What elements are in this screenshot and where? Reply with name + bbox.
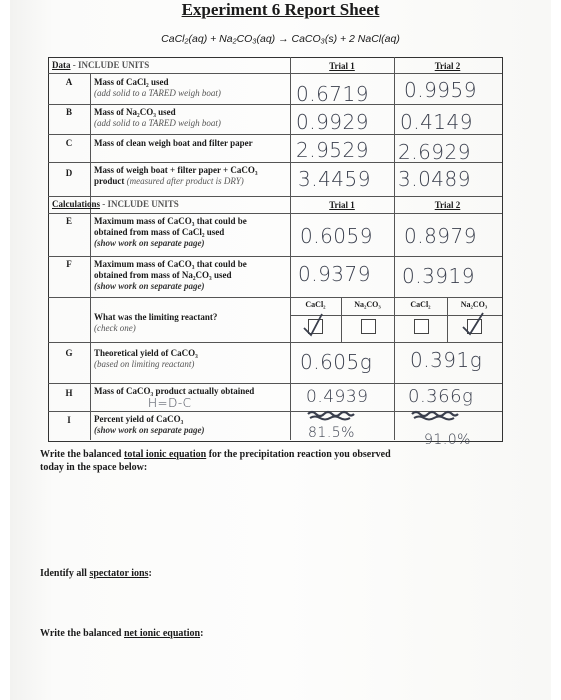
row-e-trial2-value: 0.8979 — [404, 224, 477, 248]
scribble-mark — [414, 417, 454, 420]
scribble-mark — [308, 412, 354, 416]
row-f-trial2-value: 0.3919 — [402, 264, 475, 288]
limiting-header-t2-cacl2: CaCl₂ — [410, 300, 431, 309]
row-letter-f: F — [66, 259, 72, 269]
row-letter-d: D — [65, 168, 73, 178]
calc-trial1-header: Trial 1 — [329, 200, 355, 210]
reaction-equation: CaCl₂(aq) + Na₂CO₃(aq) → CaCO₃(s) + 2 NaCl(aq) — [161, 33, 400, 45]
data-sublabel: - INCLUDE UNITS — [70, 60, 150, 70]
row-letter-g: G — [65, 348, 73, 358]
row-e-trial1-value: 0.6059 — [300, 224, 373, 248]
row-letter-c: C — [65, 138, 73, 148]
row-d-label: Mass of weigh boat + filter paper + CaCO₃ product (measured after product is DRY) — [94, 165, 258, 186]
row-letter-b: B — [65, 107, 72, 117]
question-total-ionic: Write the balanced total ionic equation for the precipitation reaction you observed today in the space below: — [40, 449, 391, 473]
row-h-label: Mass of CaCO₃ product actually obtained — [94, 386, 255, 396]
checkmark-icon — [304, 314, 322, 335]
limiting-header-t1-na2co3: Na₂CO₃ — [354, 300, 381, 309]
row-e-label: Maximum mass of CaCO₃ that could be obtained from mass of CaCl₂ used (show work on separate page) — [94, 216, 247, 248]
row-c-trial2-value: 2.6929 — [398, 140, 471, 164]
row-d-trial2-value: 3.0489 — [398, 167, 471, 191]
row-h-trial2-value: 0.366g — [408, 386, 474, 407]
row-letter-i: I — [67, 415, 71, 425]
row-c-trial1-value: 2.9529 — [296, 138, 369, 162]
row-i-label: Percent yield of CaCO₃ (show work on separate page) — [94, 414, 205, 435]
row-g-trial1-value: 0.605g — [300, 350, 373, 374]
row-c-label: Mass of clean weigh boat and filter paper — [94, 138, 253, 148]
row-letter-h: H — [65, 388, 73, 398]
row-b-label: Mass of Na₂CO₃ used (add solid to a TARED weigh boat) — [94, 107, 221, 128]
row-letter-a: A — [65, 77, 73, 87]
row-f-trial1-value: 0.9379 — [298, 262, 371, 286]
limiting-reactant-label: What was the limiting reactant? (check one) — [94, 312, 218, 333]
checkmark-icon — [463, 313, 483, 334]
question-net-ionic: Write the balanced net ionic equation: — [40, 628, 204, 639]
row-a-trial2-value: 0.9959 — [404, 78, 477, 102]
data-trial1-header: Trial 1 — [329, 61, 355, 71]
row-b-trial1-value: 0.9929 — [296, 110, 369, 134]
row-g-trial2-value: 0.391g — [410, 348, 483, 372]
row-a-label: Mass of CaCl₂ used (add solid to a TARED weigh boat) — [94, 77, 221, 98]
row-f-label: Maximum mass of CaCO₃ that could be obtained from mass of Na₂CO₃ used (show work on separate page) — [94, 259, 247, 291]
question-spectator-ions: Identify all spectator ions: — [40, 568, 152, 579]
row-i-trial2-value: 91.0% — [424, 432, 471, 448]
row-d-trial1-value: 3.4459 — [298, 167, 371, 191]
limiting-header-t2-na2co3: Na₂CO₃ — [460, 300, 488, 309]
scribble-mark — [412, 412, 458, 416]
row-g-label: Theoretical yield of CaCO₃ (based on limiting reactant) — [94, 348, 198, 369]
scribble-mark — [310, 417, 350, 420]
limiting-header-t1-cacl2: CaCl₂ — [305, 300, 326, 309]
data-label: Data — [52, 60, 71, 70]
row-i-trial1-value: 81.5% — [308, 425, 355, 441]
page-title: Experiment 6 Report Sheet — [181, 0, 380, 19]
row-h-work-note: H=D-C — [148, 396, 192, 410]
calc-sublabel: - INCLUDE UNITS — [100, 199, 179, 209]
row-b-trial2-value: 0.4149 — [400, 110, 473, 134]
row-a-trial1-value: 0.6719 — [296, 82, 369, 106]
calc-trial2-header: Trial 2 — [434, 200, 461, 210]
data-trial2-header: Trial 2 — [434, 61, 461, 71]
calc-label: Calculations — [52, 199, 101, 209]
row-letter-e: E — [65, 216, 72, 226]
row-h-trial1-value: 0.4939 — [306, 387, 369, 407]
